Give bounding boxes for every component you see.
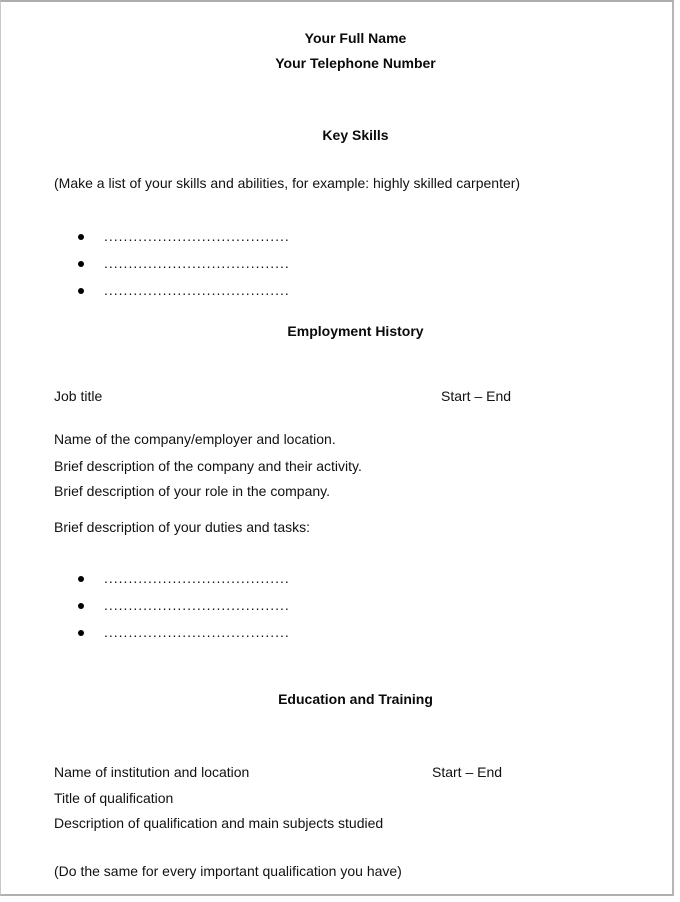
key-skills-hint: (Make a list of your skills and abilities, for example: highly skilled carpenter) xyxy=(54,175,521,191)
dotted-fill-line: ...................................... xyxy=(104,282,290,298)
key-skills-bullet-list xyxy=(54,228,657,298)
skills-bullet-item xyxy=(54,228,657,244)
education-date-range: Start – End xyxy=(432,764,503,780)
employment-date-range: Start – End xyxy=(441,388,512,404)
institution-row xyxy=(54,764,657,782)
job-title-label: Job title xyxy=(54,388,103,404)
skills-bullet-item xyxy=(54,255,657,271)
full-name-placeholder: Your Full Name xyxy=(304,30,407,46)
qualification-description-line: Description of qualification and main subjects studied xyxy=(54,815,384,831)
employment-history-heading: Employment History xyxy=(287,323,424,339)
dotted-fill-line: ...................................... xyxy=(104,228,290,244)
dotted-fill-line: ...................................... xyxy=(104,255,290,271)
dotted-fill-line: ...................................... xyxy=(104,570,290,586)
duties-bullet-list xyxy=(54,570,657,640)
skills-bullet-item xyxy=(54,282,657,298)
qualification-title-line: Title of qualification xyxy=(54,790,174,806)
duties-bullet-item xyxy=(54,597,657,613)
education-heading: Education and Training xyxy=(278,691,433,707)
telephone-placeholder: Your Telephone Number xyxy=(275,55,436,71)
duties-bullet-item xyxy=(54,624,657,640)
job-title-row xyxy=(54,388,657,406)
company-name-line: Name of the company/employer and location. xyxy=(54,431,336,447)
duties-label: Brief description of your duties and tasks: xyxy=(54,519,311,535)
education-note: (Do the same for every important qualification you have) xyxy=(54,863,402,879)
company-description-line: Brief description of the company and their activity. xyxy=(54,458,362,474)
dotted-fill-line: ...................................... xyxy=(104,597,290,613)
dotted-fill-line: ...................................... xyxy=(104,624,290,640)
role-description-line: Brief description of your role in the company. xyxy=(54,483,330,499)
institution-label: Name of institution and location xyxy=(54,764,250,780)
duties-bullet-item xyxy=(54,570,657,586)
key-skills-heading: Key Skills xyxy=(322,127,389,143)
